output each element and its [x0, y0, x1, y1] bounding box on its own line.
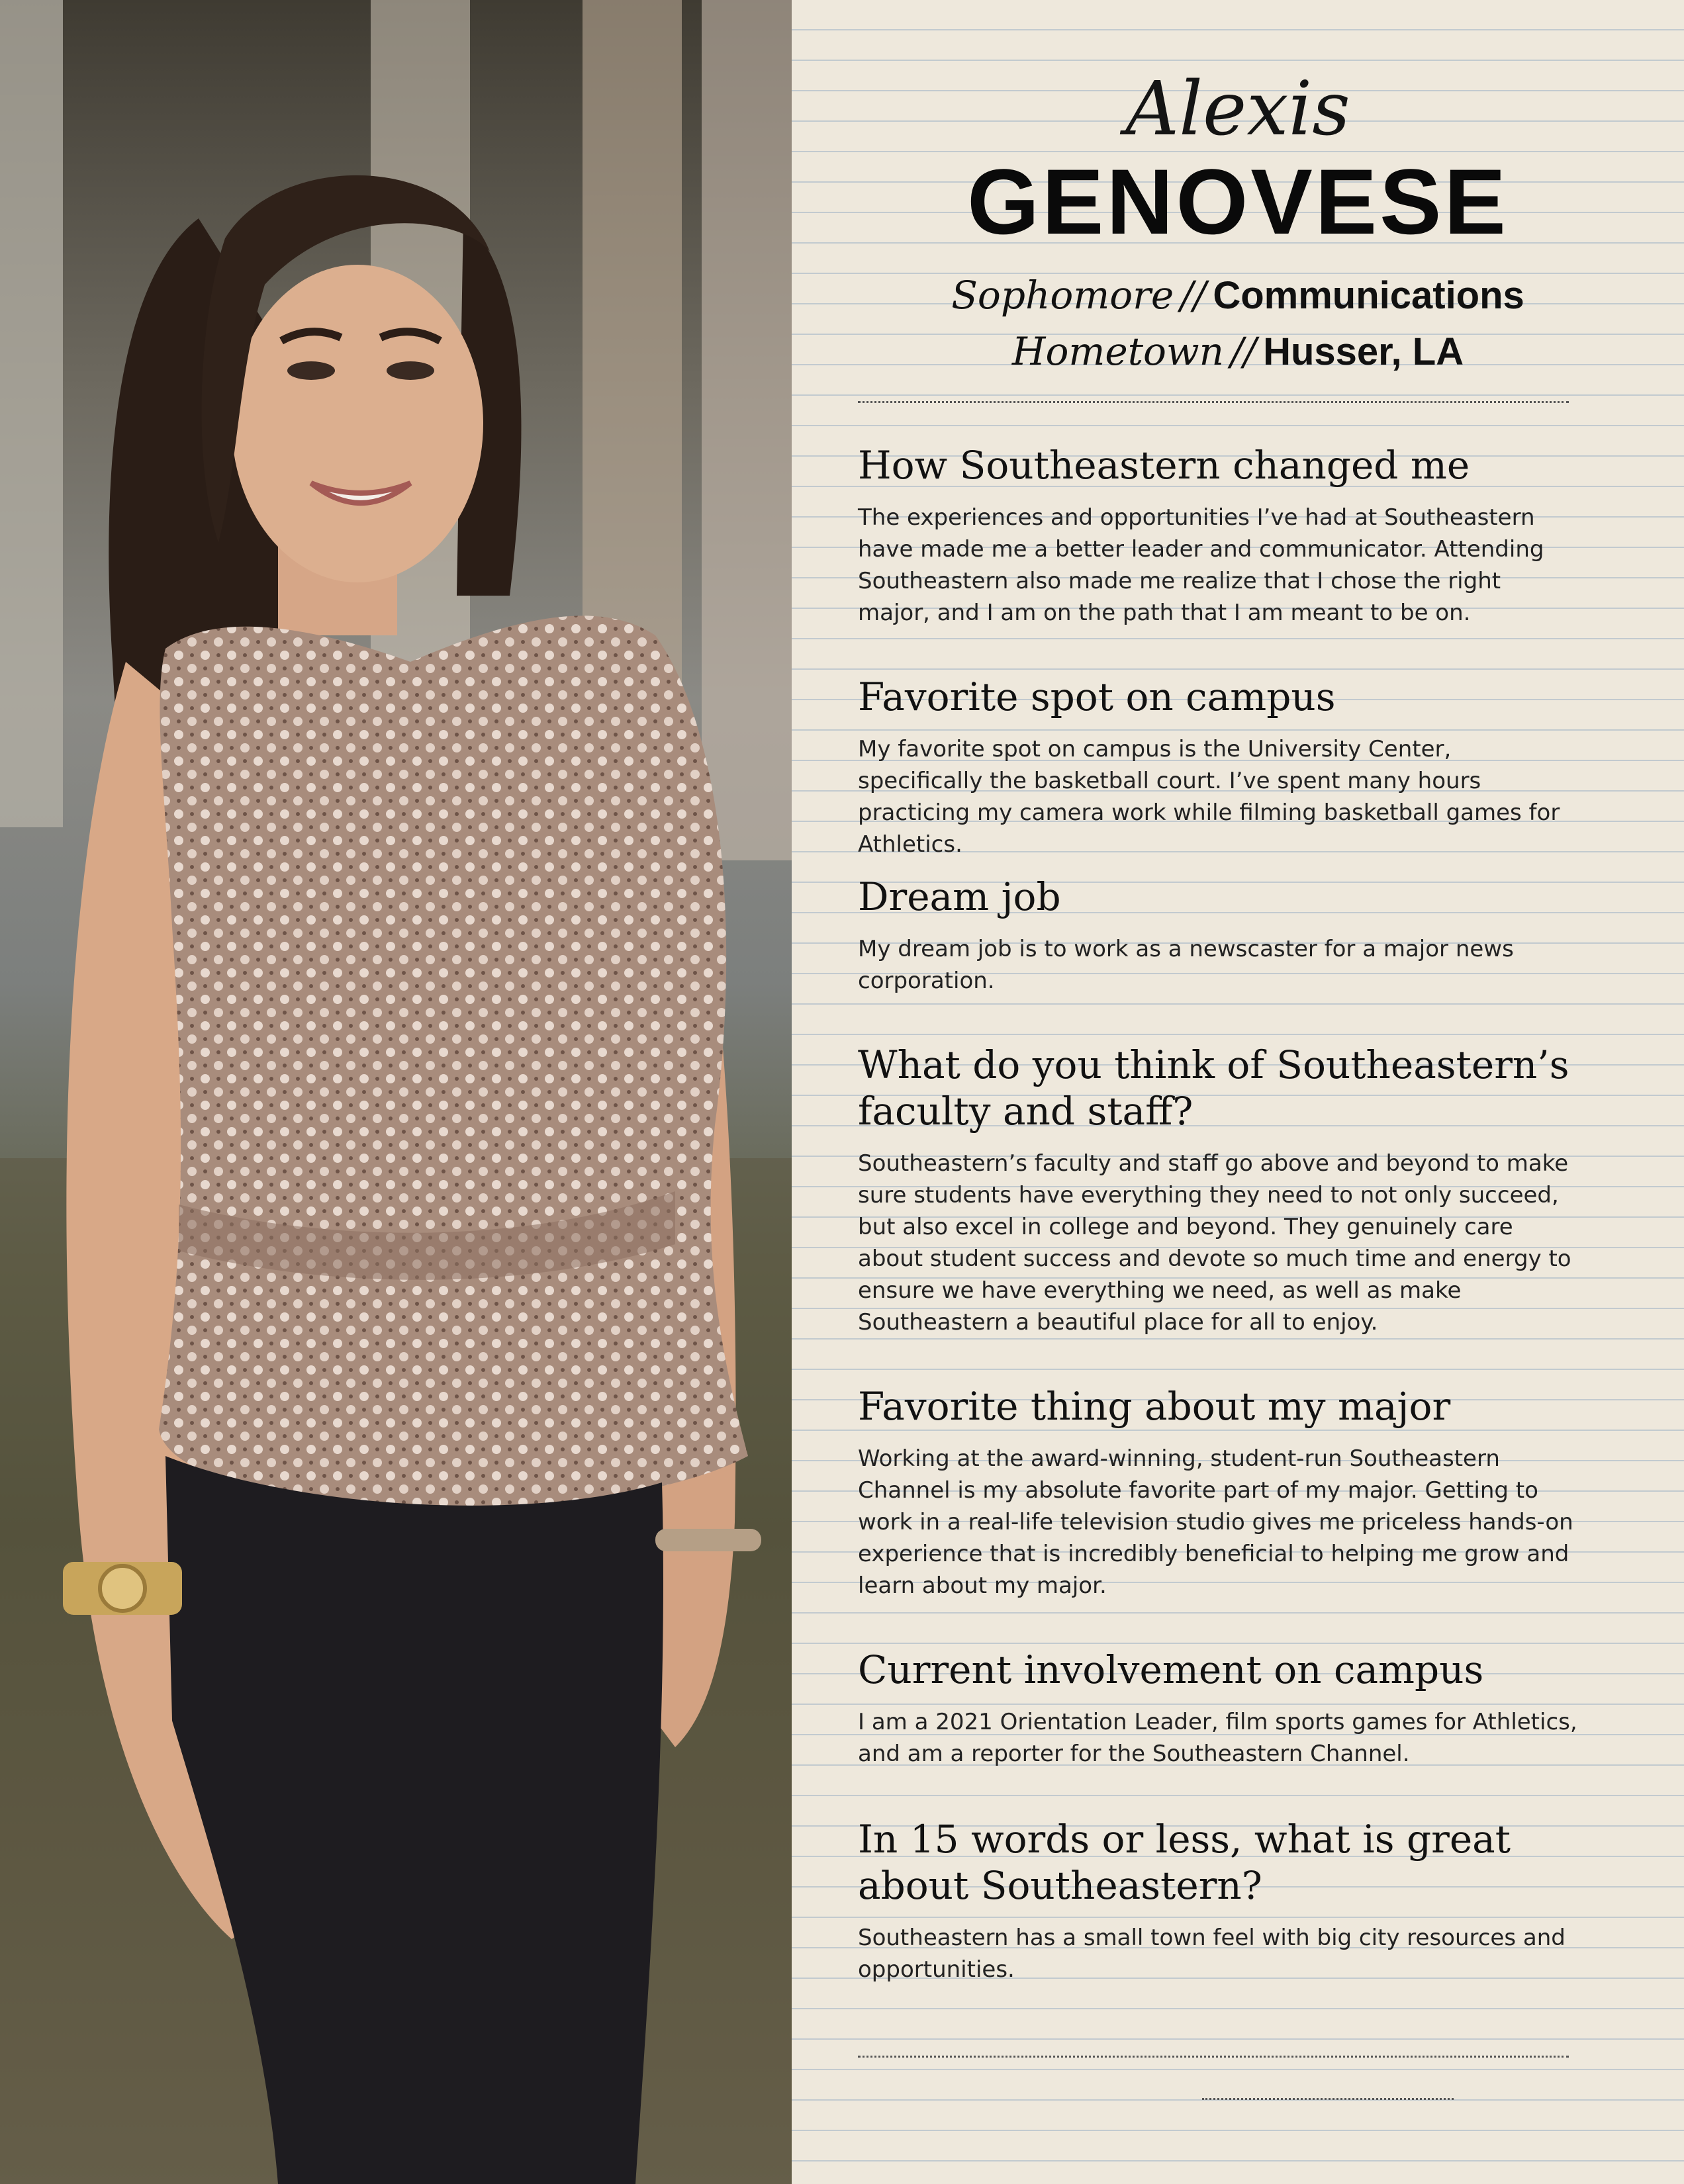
last-name: GENOVESE: [967, 150, 1509, 253]
section-answer: Southeastern’s faculty and staff go above and beyond to make sure students have everything they need to not only succeed, but also excel in college and beyond. They genuinely care about student success and devote so much time and energy to ensure we have everything we need, as well as make Southeastern a beautiful place for all to enjoy.: [858, 1150, 1571, 1336]
section-answer: My favorite spot on campus is the University Center, specifically the basketball court. I’ve spent many hours practicing my camera work while filming basketball games for Athletics.: [858, 736, 1560, 858]
portrait-illustration: [0, 0, 792, 2184]
separator: //: [1180, 273, 1207, 318]
major-value: Communications: [1213, 274, 1524, 317]
qa-section: [858, 1816, 1579, 1985]
section-question: How Southeastern changed me: [858, 443, 1470, 488]
hometown-value: Husser, LA: [1263, 330, 1464, 373]
section-answer: I am a 2021 Orientation Leader, film sports games for Athletics, and am a reporter for the Southeastern Channel.: [858, 1709, 1577, 1767]
qa-section: [858, 1647, 1579, 1770]
section-answer: The experiences and opportunities I’ve had at Southeastern have made me a better leader and communicator. Attending Southeastern also made me realize that I chose the right major, and I am on the path that I am meant to be on.: [858, 504, 1544, 626]
top-divider: [858, 401, 1569, 403]
footer-divider: [1202, 2098, 1454, 2100]
profile-header: [792, 66, 1684, 380]
bottom-divider: [858, 2056, 1569, 2058]
section-question: What do you think of Southeastern’s faculty and staff?: [858, 1042, 1569, 1134]
section-question: Dream job: [858, 874, 1061, 919]
qa-section: [858, 1042, 1579, 1338]
section-answer: My dream job is to work as a newscaster for a major news corporation.: [858, 936, 1514, 994]
section-question: In 15 words or less, what is great about Southeastern?: [858, 1817, 1511, 1908]
hometown-line: [792, 324, 1684, 380]
profile-text-panel: [792, 0, 1684, 2184]
qa-section: [858, 442, 1579, 629]
class-major-line: [792, 267, 1684, 324]
section-answer: Southeastern has a small town feel with big city resources and opportunities.: [858, 1925, 1566, 1983]
qa-section: [858, 1383, 1579, 1602]
first-name: Alexis: [1125, 66, 1350, 152]
class-label: Sophomore: [951, 273, 1174, 318]
section-question: Favorite spot on campus: [858, 674, 1336, 719]
qa-section: [858, 674, 1579, 860]
section-question: Current involvement on campus: [858, 1647, 1484, 1692]
student-portrait-photo: [0, 0, 792, 2184]
section-question: Favorite thing about my major: [858, 1384, 1451, 1429]
separator: //: [1230, 329, 1257, 374]
hometown-label: Hometown: [1011, 329, 1224, 374]
section-answer: Working at the award-winning, student-run Southeastern Channel is my absolute favorite part of my major. Getting to work in a real-life television studio gives me priceless hands-on experience that is incredibly beneficial to helping me grow and learn about my major.: [858, 1445, 1573, 1599]
qa-section: [858, 874, 1579, 997]
